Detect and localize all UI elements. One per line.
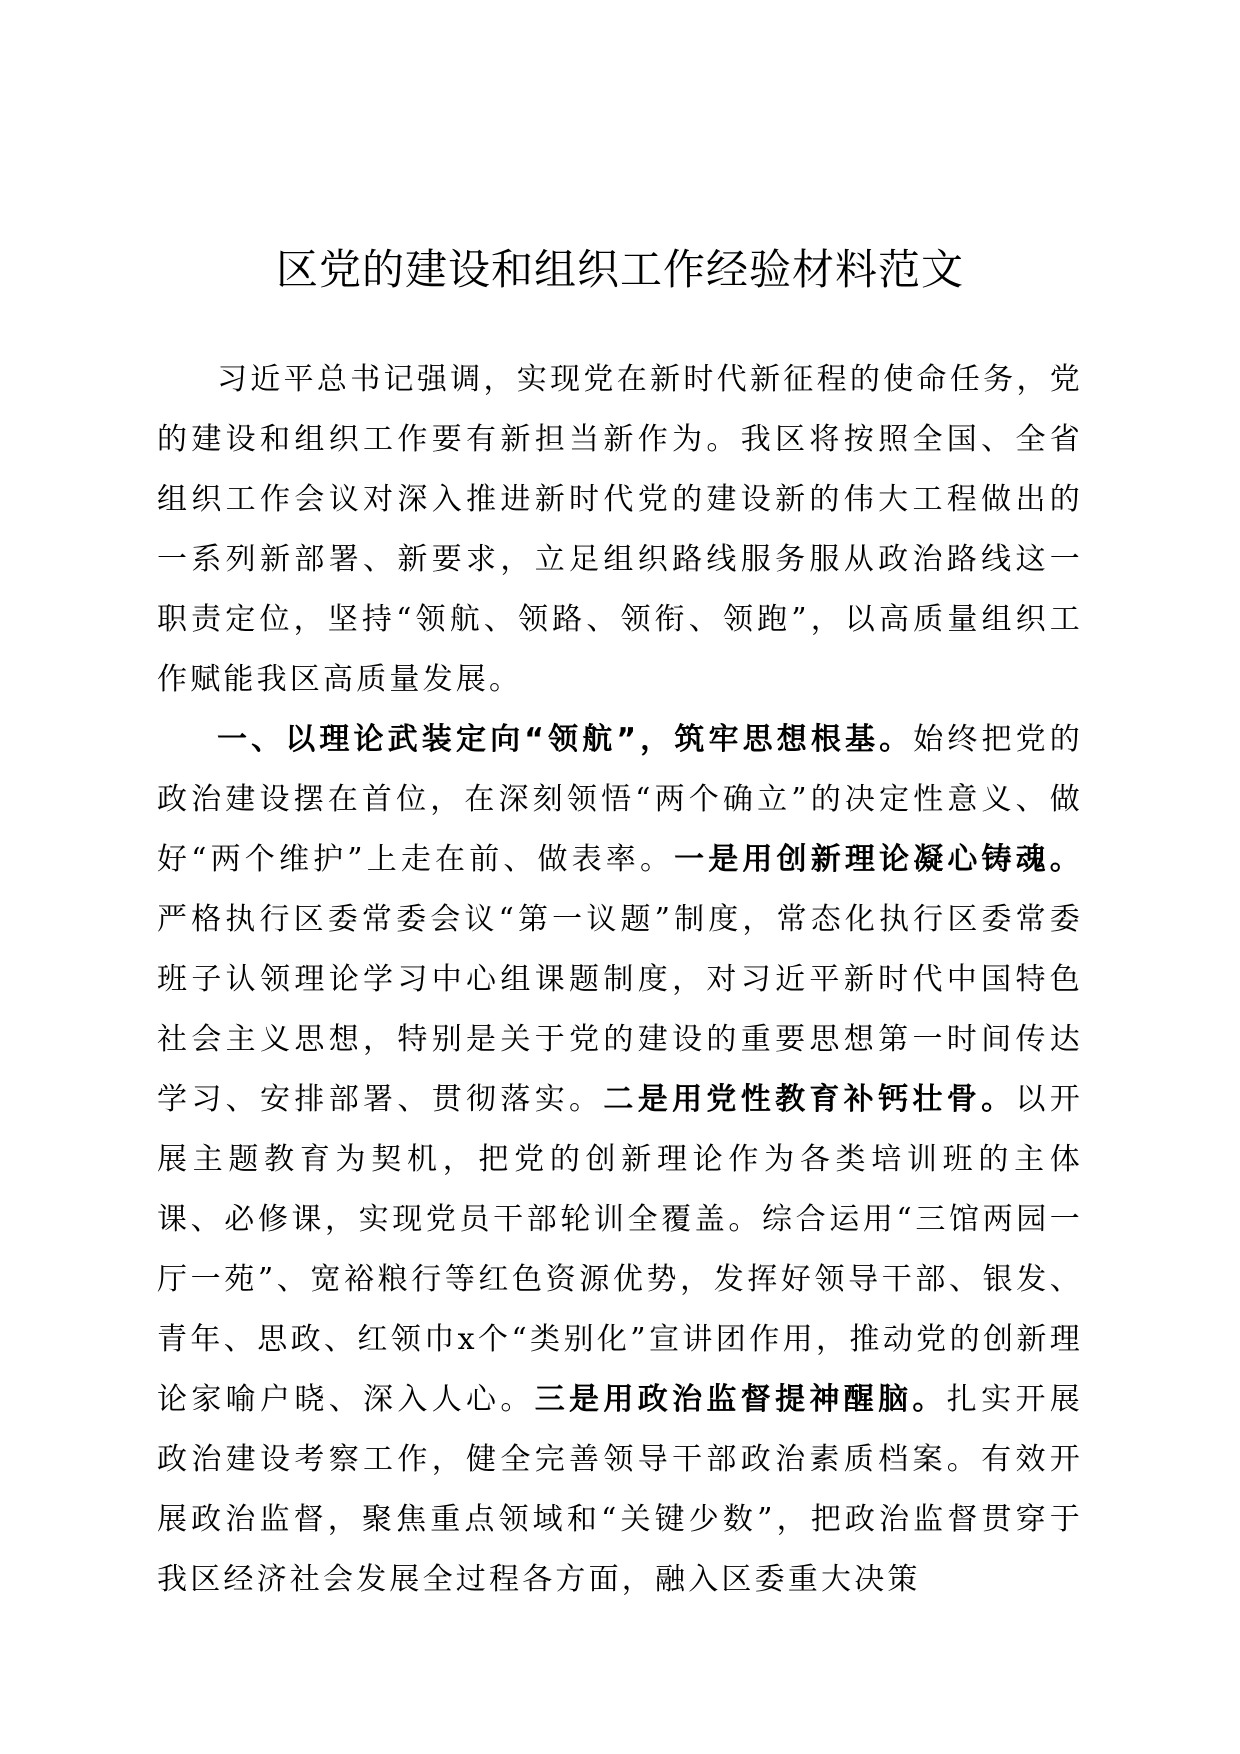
subpoint-heading: 二是用党性教育补钙壮骨。 bbox=[603, 1082, 1016, 1117]
intro-paragraph bbox=[157, 350, 1083, 710]
paragraph-text: 扎实开展政治建设考察工作，健全完善领导干部政治素质档案。有效开展政治监督，聚焦重点领域和“关键少数”，把政治监督贯穿于我区经济社会发展全过程各方面，融入区委重大决策 bbox=[157, 1382, 1083, 1597]
document-title: 区党的建设和组织工作经验材料范文 bbox=[275, 245, 964, 294]
section-one-paragraph bbox=[157, 710, 1083, 1610]
paragraph-text: 始终把党的政治建设摆在首位，在深刻领悟“两个确立”的决定性意义、做好“两个维护”上走在前、做表率。 bbox=[157, 722, 1084, 877]
paragraph-text: 以开展主题教育为契机，把党的创新理论作为各类培训班的主体课、必修课，实现党员干部轮训全覆盖。综合运用“三馆两园一厅一苑”、宽裕粮行等红色资源优势，发挥好领导干部、银发、青年、思政、红领巾x个“类别化”宣讲团作用，推动党的创新理论家喻户晓、深入人心。 bbox=[157, 1082, 1083, 1417]
subpoint-heading: 三是用政治监督提神醒脑。 bbox=[534, 1382, 947, 1417]
paragraph-text: 习近平总书记强调，实现党在新时代新征程的使命任务，党的建设和组织工作要有新担当新作为。我区将按照全国、全省组织工作会议对深入推进新时代党的建设新的伟大工程做出的一系列新部署、新要求，立足组织路线服务服从政治路线这一职责定位，坚持“领航、领路、领衔、领跑”，以高质量组织工作赋能我区高质量发展。 bbox=[157, 362, 1083, 697]
section-heading: 一、以理论武装定向“领航”，筑牢思想根基。 bbox=[217, 722, 914, 757]
paragraph-text: 严格执行区委常委会议“第一议题”制度，常态化执行区委常委班子认领理论学习中心组课题制度，对习近平新时代中国特色社会主义思想，特别是关于党的建设的重要思想第一时间传达学习、安排部署、贯彻落实。 bbox=[157, 902, 1083, 1117]
subpoint-heading: 一是用创新理论凝心铸魂。 bbox=[674, 842, 1084, 877]
document-body bbox=[157, 350, 1083, 1610]
